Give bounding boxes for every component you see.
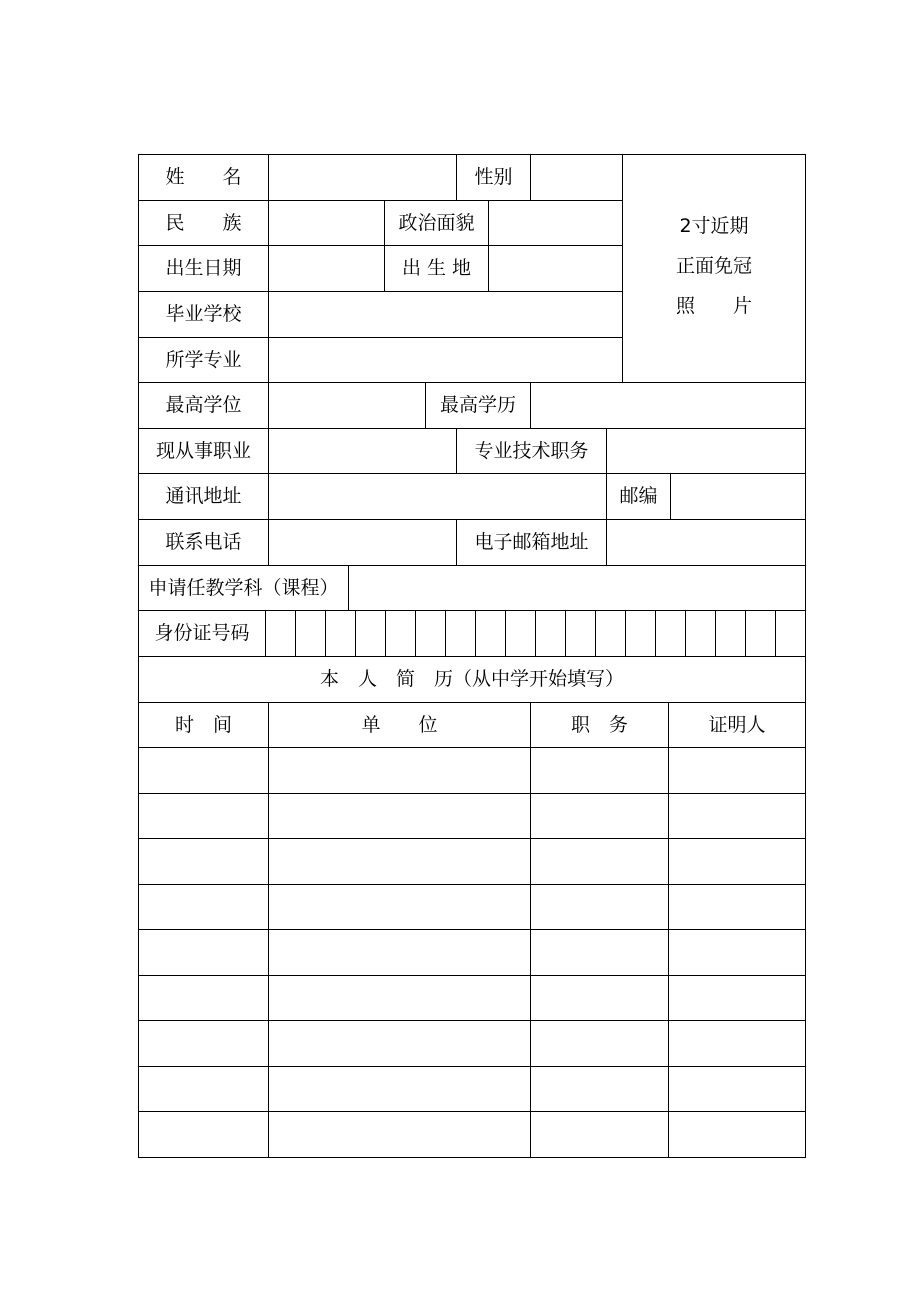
unit-cell[interactable]: [268, 1111, 531, 1158]
witness-cell[interactable]: [668, 838, 806, 885]
school-field[interactable]: [268, 291, 623, 338]
witness-cell[interactable]: [668, 1111, 806, 1158]
unit-cell[interactable]: [268, 884, 531, 930]
birthplace-label-text: 出 生 地: [401, 257, 472, 279]
ethnicity-label-text: 民 族: [165, 211, 242, 234]
position-cell[interactable]: [530, 975, 669, 1021]
time-cell[interactable]: [138, 884, 269, 930]
ethnicity-field[interactable]: [268, 200, 385, 246]
position-cell[interactable]: [530, 1111, 669, 1158]
position-cell[interactable]: [530, 1020, 669, 1067]
education-label-text: 最高学历: [439, 394, 516, 416]
id-digit-box[interactable]: [265, 610, 296, 657]
birthdate-field[interactable]: [268, 245, 385, 292]
id-digit-box[interactable]: [685, 610, 716, 657]
postcode-label: [606, 473, 671, 520]
ethnicity-label: [138, 200, 269, 246]
witness-cell[interactable]: [668, 884, 806, 930]
gender-field[interactable]: [530, 154, 623, 201]
unit-cell[interactable]: [268, 929, 531, 976]
time-cell[interactable]: [138, 838, 269, 885]
photo-caption-line: 照 片: [675, 294, 752, 317]
id-digit-box[interactable]: [595, 610, 626, 657]
political-status-field[interactable]: [488, 200, 623, 246]
political-status-label-text: 政治面貌: [398, 211, 475, 234]
gender-label: [456, 154, 531, 201]
position-column-header: [530, 702, 669, 748]
subject-label: [138, 565, 349, 611]
unit-cell[interactable]: [268, 838, 531, 885]
id-digit-box[interactable]: [745, 610, 776, 657]
unit-column-header: [268, 702, 531, 748]
technical-title-field[interactable]: [606, 428, 806, 474]
birthplace-label: [384, 245, 489, 292]
id-number-label: [138, 610, 266, 657]
photo-box: [622, 154, 806, 383]
id-digit-box[interactable]: [505, 610, 536, 657]
birthdate-label: [138, 245, 269, 292]
subject-field[interactable]: [348, 565, 806, 611]
position-cell[interactable]: [530, 793, 669, 839]
occupation-field[interactable]: [268, 428, 457, 474]
phone-label: [138, 519, 269, 566]
id-number-label-text: 身份证号码: [154, 622, 250, 644]
witness-column-header: [668, 702, 806, 748]
name-label-text: 姓 名: [165, 166, 242, 188]
school-label: [138, 291, 269, 338]
id-digit-box[interactable]: [535, 610, 566, 657]
phone-label-text: 联系电话: [165, 531, 242, 553]
name-field[interactable]: [268, 154, 457, 201]
time-cell[interactable]: [138, 1020, 269, 1067]
id-digit-box[interactable]: [655, 610, 686, 657]
time-cell[interactable]: [138, 793, 269, 839]
email-field[interactable]: [606, 519, 806, 566]
address-label: [138, 473, 269, 520]
subject-label-text: 申请任教学科（课程）: [148, 576, 339, 599]
position-cell[interactable]: [530, 747, 669, 794]
degree-field[interactable]: [268, 382, 426, 429]
witness-cell[interactable]: [668, 929, 806, 976]
witness-cell[interactable]: [668, 1066, 806, 1112]
position-cell[interactable]: [530, 884, 669, 930]
position-cell[interactable]: [530, 838, 669, 885]
major-field[interactable]: [268, 337, 623, 383]
unit-cell[interactable]: [268, 975, 531, 1021]
id-digit-box[interactable]: [775, 610, 806, 657]
birthplace-field[interactable]: [488, 245, 623, 292]
id-digit-box[interactable]: [625, 610, 656, 657]
unit-cell[interactable]: [268, 1066, 531, 1112]
technical-title-label: [456, 428, 607, 474]
occupation-label: [138, 428, 269, 474]
unit-cell[interactable]: [268, 747, 531, 794]
degree-label-text: 最高学位: [165, 394, 242, 416]
time-cell[interactable]: [138, 975, 269, 1021]
id-digit-box[interactable]: [565, 610, 596, 657]
position-column-header-text: 职 务: [570, 713, 628, 736]
political-status-label: [384, 200, 489, 246]
address-field[interactable]: [268, 473, 607, 520]
address-label-text: 通讯地址: [165, 485, 242, 507]
id-digit-box[interactable]: [295, 610, 326, 657]
occupation-label-text: 现从事职业: [155, 439, 251, 462]
time-column-header: [138, 702, 269, 748]
email-label-text: 电子邮箱地址: [474, 531, 589, 553]
postcode-field[interactable]: [670, 473, 806, 520]
name-label: [138, 154, 269, 201]
witness-cell[interactable]: [668, 747, 806, 794]
witness-cell[interactable]: [668, 975, 806, 1021]
witness-cell[interactable]: [668, 1020, 806, 1067]
school-label-text: 毕业学校: [165, 303, 242, 325]
unit-column-header-text: 单 位: [361, 713, 438, 736]
phone-field[interactable]: [268, 519, 457, 566]
time-cell[interactable]: [138, 1066, 269, 1112]
major-label: [138, 337, 269, 383]
id-digit-box[interactable]: [415, 610, 446, 657]
time-cell[interactable]: [138, 747, 269, 794]
photo-caption-line: 正面免冠: [675, 254, 752, 277]
education-label: [425, 382, 531, 429]
technical-title-label-text: 专业技术职务: [474, 439, 589, 462]
postcode-label-text: 邮编: [619, 485, 658, 507]
gender-label-text: 性别: [474, 166, 513, 188]
photo-caption-line: 2寸近期: [679, 214, 749, 237]
education-field[interactable]: [530, 382, 806, 429]
time-cell[interactable]: [138, 1111, 269, 1158]
unit-cell[interactable]: [268, 793, 531, 839]
id-digit-box[interactable]: [355, 610, 386, 657]
time-cell[interactable]: [138, 929, 269, 976]
major-label-text: 所学专业: [165, 348, 242, 371]
position-cell[interactable]: [530, 1066, 669, 1112]
degree-label: [138, 382, 269, 429]
witness-cell[interactable]: [668, 793, 806, 839]
id-digit-box[interactable]: [475, 610, 506, 657]
position-cell[interactable]: [530, 929, 669, 976]
time-column-header-text: 时 间: [174, 713, 232, 736]
id-digit-box[interactable]: [325, 610, 356, 657]
resume-heading: [138, 656, 806, 703]
resume-heading-text: 本 人 简 历（从中学开始填写）: [319, 668, 624, 690]
email-label: [456, 519, 607, 566]
id-digit-box[interactable]: [385, 610, 416, 657]
id-digit-box[interactable]: [715, 610, 746, 657]
witness-column-header-text: 证明人: [708, 713, 766, 736]
birthdate-label-text: 出生日期: [165, 257, 242, 279]
unit-cell[interactable]: [268, 1020, 531, 1067]
id-digit-box[interactable]: [445, 610, 476, 657]
